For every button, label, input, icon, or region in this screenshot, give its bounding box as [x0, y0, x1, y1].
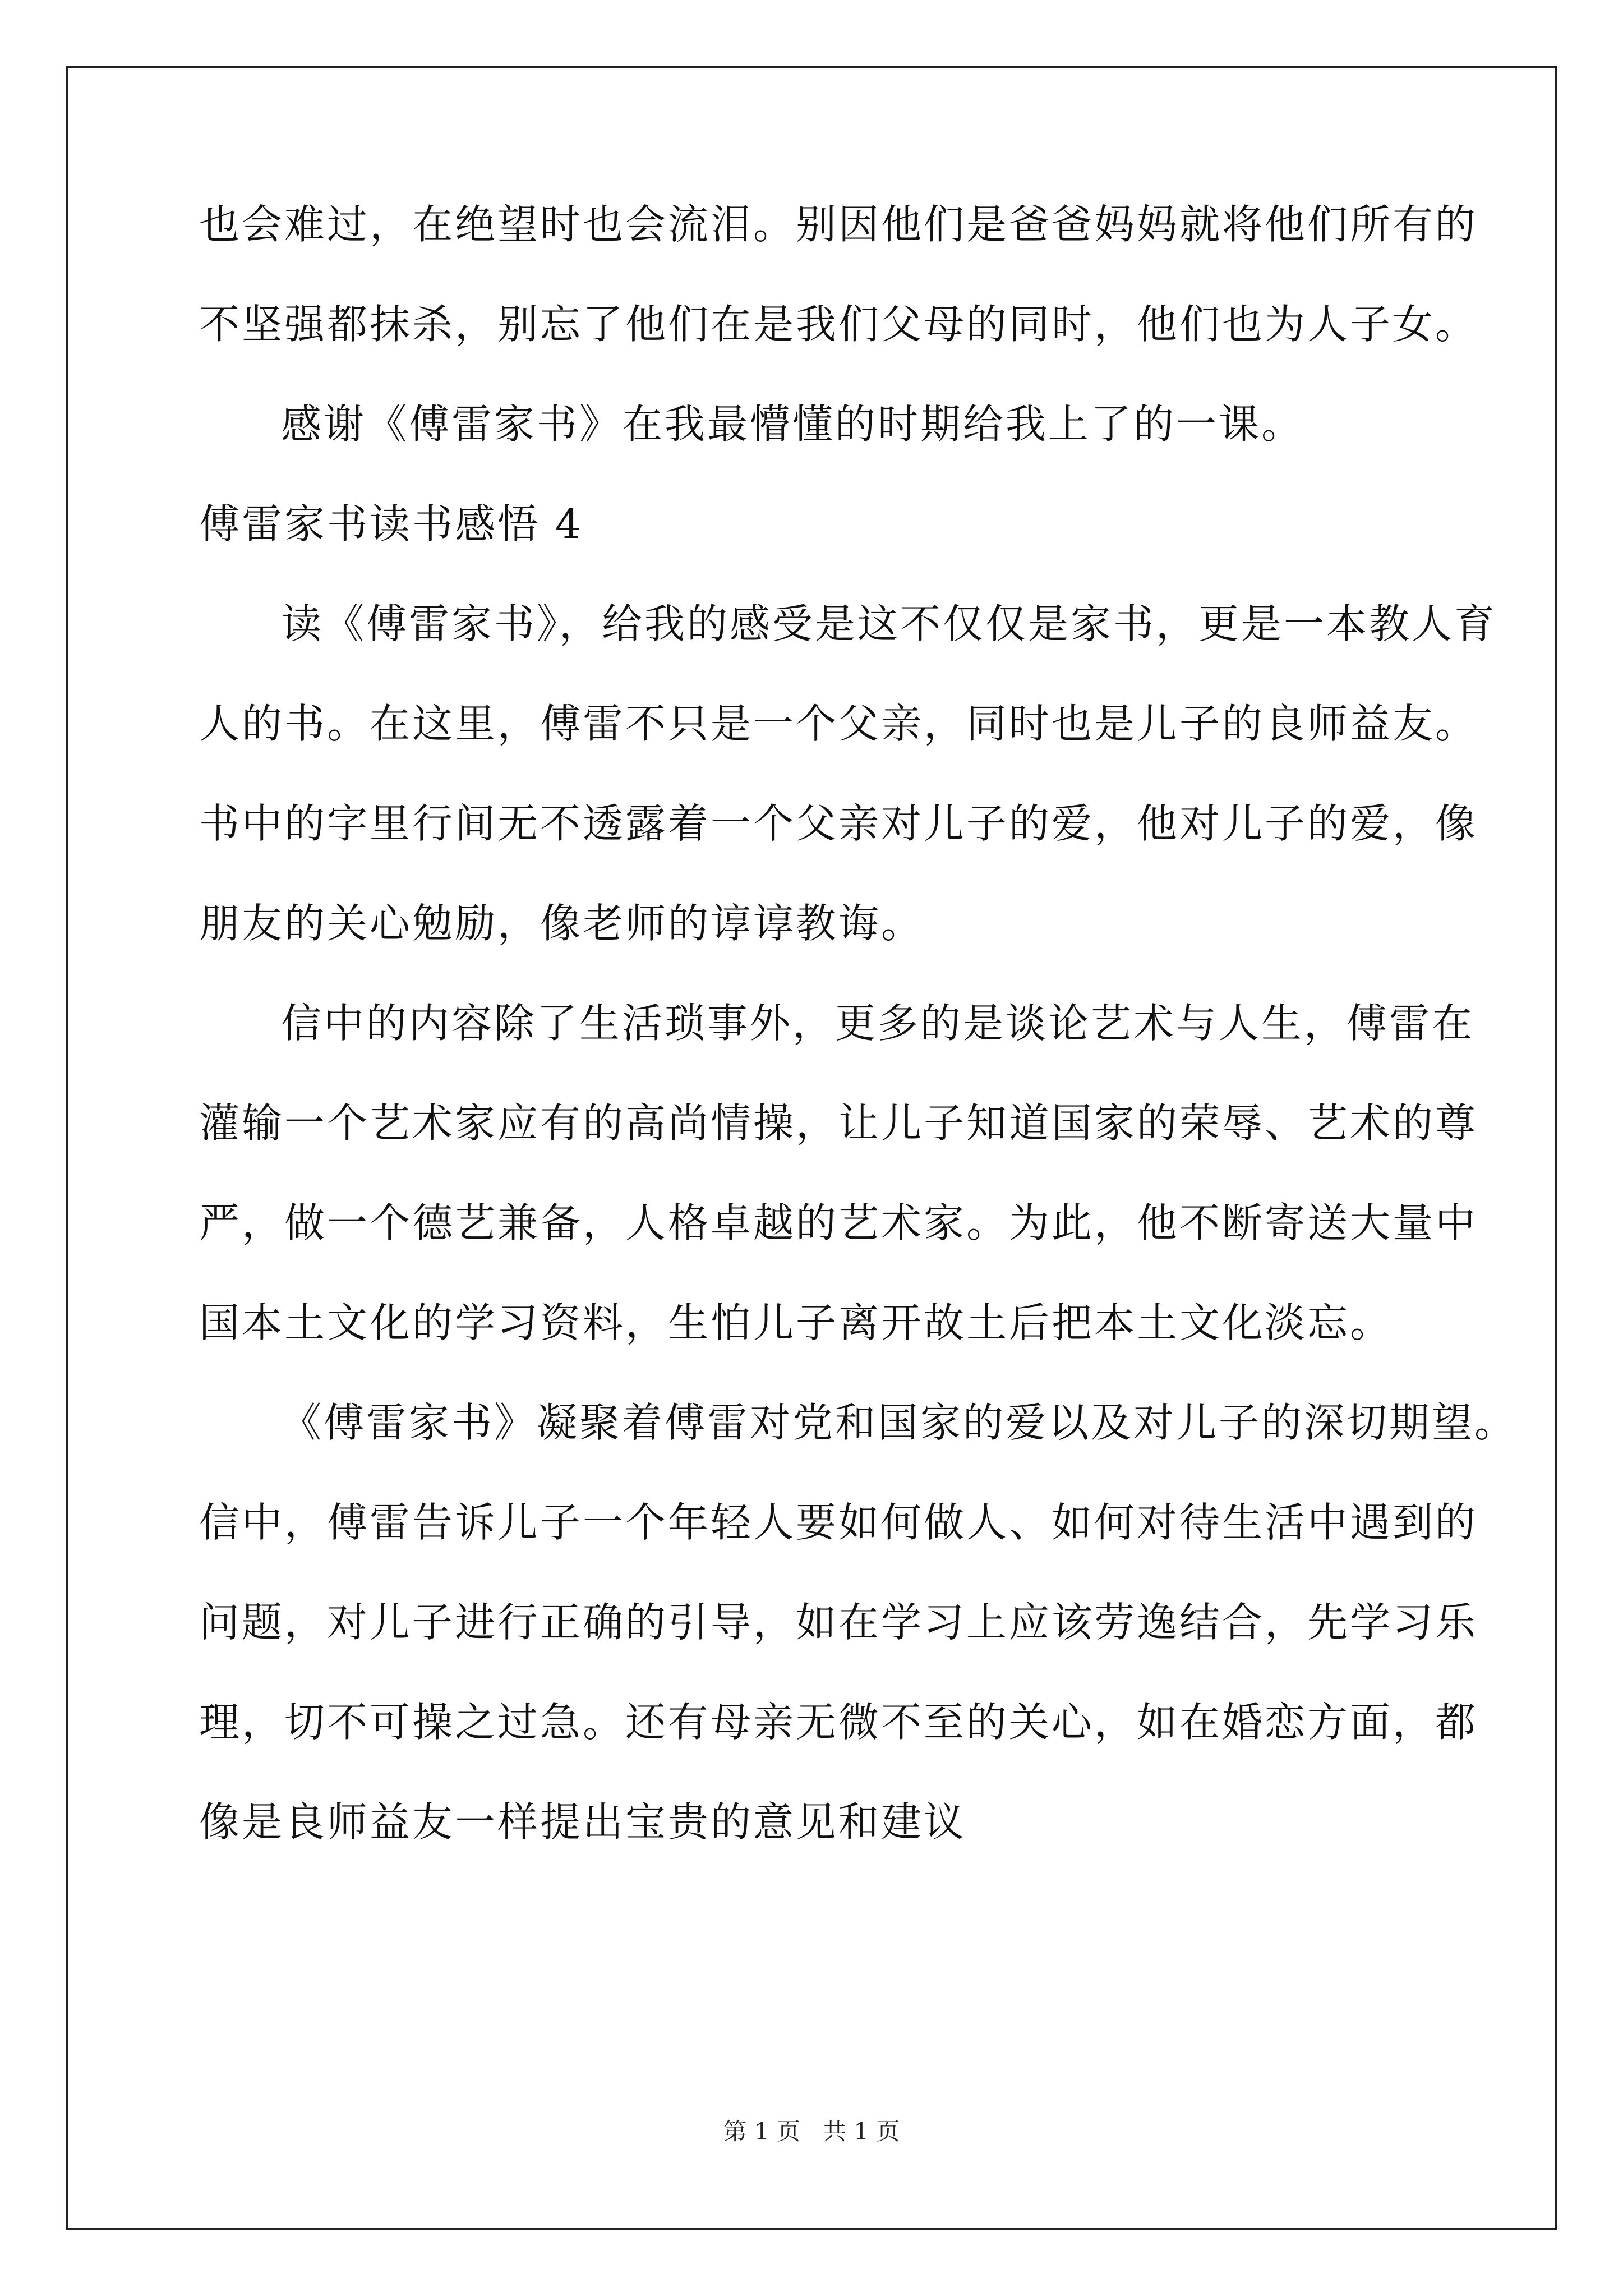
page-footer: [0, 2115, 1623, 2148]
text-line: 国本土文化的学习资料，生怕儿子离开故土后把本土文化淡忘。: [199, 1299, 1393, 1346]
text-line: 不坚强都抹杀，别忘了他们在是我们父母的同时，他们也为人子女。: [199, 301, 1478, 348]
text-line: 感谢《傅雷家书》在我最懵懂的时期给我上了的一课。: [281, 401, 1304, 448]
text-line: 人的书。在这里，傅雷不只是一个父亲，同时也是儿子的良师益友。: [199, 700, 1478, 747]
page-total: 共 1 页: [823, 2118, 900, 2145]
text-line: 读《傅雷家书》，给我的感受是这不仅仅是家书，更是一本教人育: [281, 600, 1497, 647]
section-heading: 傅雷家书读书感悟 4: [199, 500, 583, 547]
text-line: 灌输一个艺术家应有的高尚情操，让儿子知道国家的荣辱、艺术的尊: [199, 1099, 1478, 1147]
text-line: 朋友的关心勉励，像老师的谆谆教诲。: [199, 900, 924, 947]
page-number: 第 1 页: [723, 2118, 800, 2145]
text-line: 《傅雷家书》凝聚着傅雷对党和国家的爱以及对儿子的深切期望。: [281, 1399, 1518, 1446]
text-line: 理，切不可操之过急。还有母亲无微不至的关心，如在婚恋方面，都: [199, 1699, 1478, 1746]
text-line: 问题，对儿子进行正确的引导，如在学习上应该劳逸结合，先学习乐: [199, 1599, 1478, 1646]
text-line: 信中的内容除了生活琐事外，更多的是谈论艺术与人生，傅雷在: [281, 1000, 1475, 1047]
text-line: 严，做一个德艺兼备，人格卓越的艺术家。为此，他不断寄送大量中: [199, 1199, 1478, 1246]
text-line: 书中的字里行间无不透露着一个父亲对儿子的爱，他对儿子的爱，像: [199, 800, 1478, 847]
text-line: 信中，傅雷告诉儿子一个年轻人要如何做人、如何对待生活中遇到的: [199, 1499, 1478, 1546]
text-line: 像是良师益友一样提出宝贵的意见和建议: [199, 1798, 967, 1846]
text-line: 也会难过，在绝望时也会流泪。别因他们是爸爸妈妈就将他们所有的: [199, 201, 1478, 248]
